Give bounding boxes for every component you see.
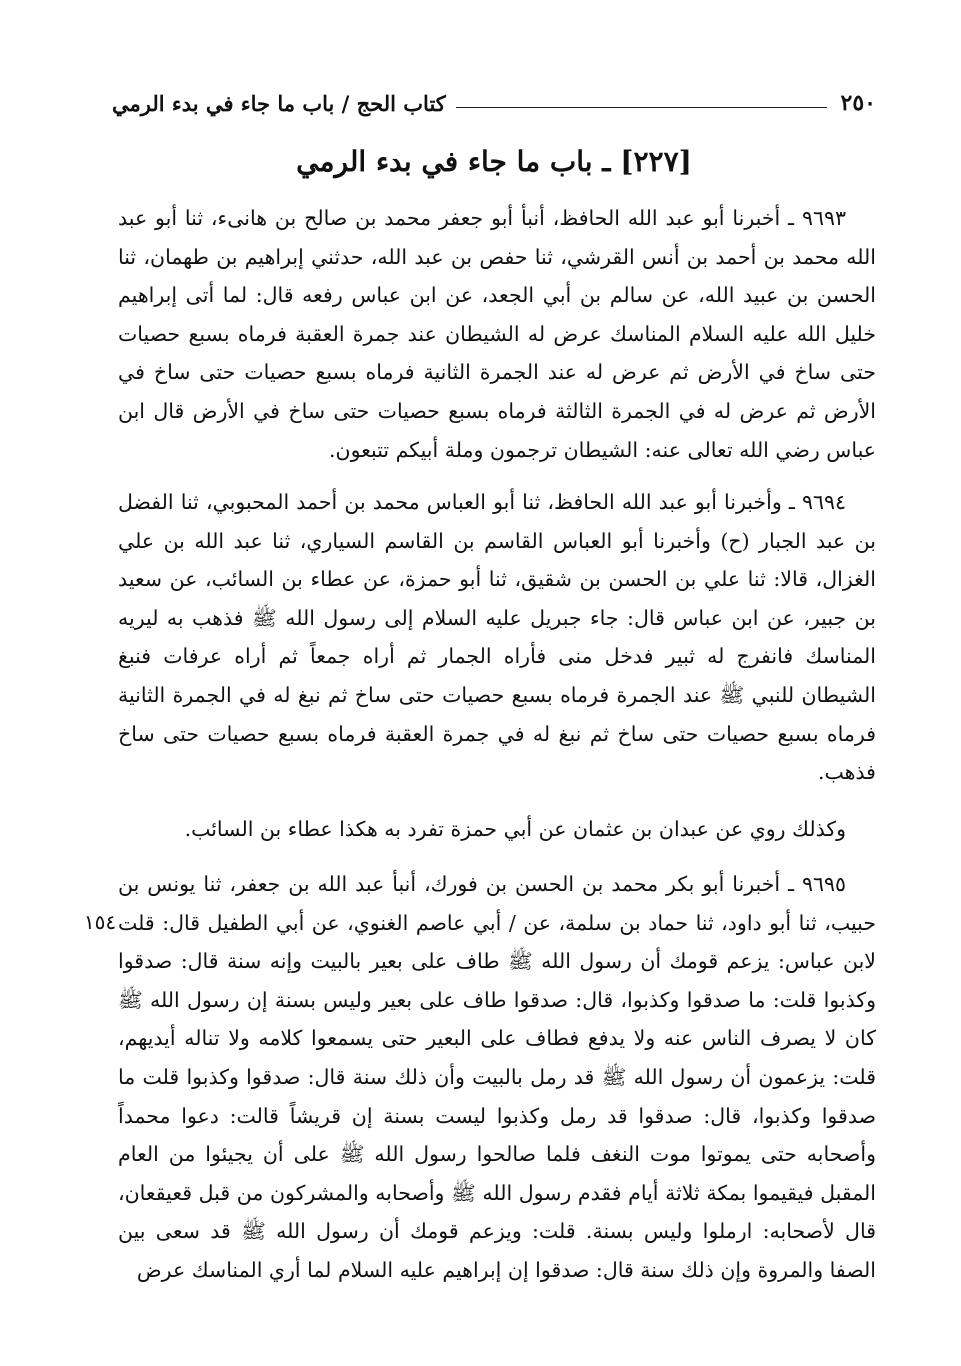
header-rule <box>456 107 827 108</box>
paragraph-9695 <box>118 865 876 1290</box>
page-number: ٢٥٠ <box>840 90 876 116</box>
paragraph-9694 <box>118 483 876 792</box>
chapter-heading: [٢٢٧] ـ باب ما جاء في بدء الرمي <box>296 145 692 178</box>
paragraph-text: ٩٦٩٣ ـ أخبرنا أبو عبد الله الحافظ، أنبأ أبو جعفر محمد بن صالح بن هانىء، ثنا أبو عبد الله محمد بن أحمد بن أنس القرشي، ثنا حفص بن عبد الله، حدثني إبراهيم بن طهمان، ثنا الحسن بن عبيد الله، عن سالم بن أبي الجعد، عن ابن عباس رفعه قال: لما أتى إبراهيم خليل الله عليه السلام المناسك عرض له الشيطان عند جمرة العقبة فرماه بسبع حصيات حتى ساخ في الأرض ثم عرض له عند الجمرة الثانية فرماه بسبع حصيات حتى ساخ في الأرض ثم عرض له في الجمرة الثالثة فرماه بسبع حصيات حتى ساخ في الأرض قال ابن عباس رضي الله تعالى عنه: الشيطان ترجمون وملة أبيكم تتبعون. <box>118 206 876 462</box>
paragraph-text: وكذلك روي عن عبدان بن عثمان عن أبي حمزة تفرد به هكذا عطاء بن السائب. <box>184 817 846 841</box>
paragraph-text: ٩٦٩٤ ـ وأخبرنا أبو عبد الله الحافظ، ثنا أبو العباس محمد بن أحمد المحبوبي، ثنا الفضل بن عبد الجبار (ح) وأخبرنا أبو العباس القاسم بن القاسم السياري، ثنا عبد الله بن علي الغزال، قالا: ثنا علي بن الحسن بن شقيق، ثنا أبو حمزة، عن عطاء بن السائب، عن سعيد بن جبير، عن ابن عباس قال: جاء جبريل عليه السلام إلى رسول الله ﷺ فذهب به ليريه المناسك فانفرج له ثبير فدخل منى فأراه الجمار ثم أراه جمعاً ثم أراه عرفات فنبغ الشيطان للنبي ﷺ عند الجمرة فرماه بسبع حصيات حتى ساخ ثم نبغ له في الجمرة الثانية فرماه بسبع حصيات حتى ساخ ثم نبغ له في جمرة العقبة فرماه بسبع حصيات حتى ساخ فذهب. <box>118 490 876 785</box>
paragraph-text: ٩٦٩٥ ـ أخبرنا أبو بكر محمد بن الحسن بن فورك، أنبأ عبد الله بن جعفر، ثنا يونس بن حبيب، ثنا أبو داود، ثنا حماد بن سلمة، عن / أبي عاصم الغنوي، عن أبي الطفيل قال: قلت لابن عباس: يزعم قومك أن رسول الله ﷺ طاف على بعير بالبيت وإنه سنة قال: صدقوا وكذبوا قلت: ما صدقوا وكذبوا، قال: صدقوا طاف على بعير وليس بسنة إن رسول الله ﷺ كان لا يصرف الناس عنه ولا يدفع فطاف على البعير حتى يسمعوا كلامه ولا تناله أيديهم، قلت: يزعمون أن رسول الله ﷺ قد رمل بالبيت وأن ذلك سنة قال: صدقوا وكذبوا قلت ما صدقوا وكذبوا، قال: صدقوا قد رمل وكذبوا ليست بسنة إن قريشاً قالت: دعوا محمداً وأصحابه حتى يموتوا موت النغف فلما صالحوا رسول الله ﷺ على أن يجيئوا من العام المقبل فيقيموا بمكة ثلاثة أيام فقدم رسول الله ﷺ وأصحابه والمشركون من قبل قعيقعان، قال لأصحابه: ارملوا وليس بسنة. قلت: ويزعم قومك أن رسول الله ﷺ قد سعى بين الصفا والمروة وإن ذلك سنة قال: صدقوا إن إبراهيم عليه السلام لما أري المناسك عرض <box>118 872 876 1282</box>
margin-page-reference: ١٥٤ <box>83 910 117 934</box>
running-title: كتاب الحج / باب ما جاء في بدء الرمي <box>112 90 446 116</box>
paragraph-note <box>118 810 876 849</box>
running-head <box>112 86 876 120</box>
paragraph-9693 <box>118 199 876 469</box>
